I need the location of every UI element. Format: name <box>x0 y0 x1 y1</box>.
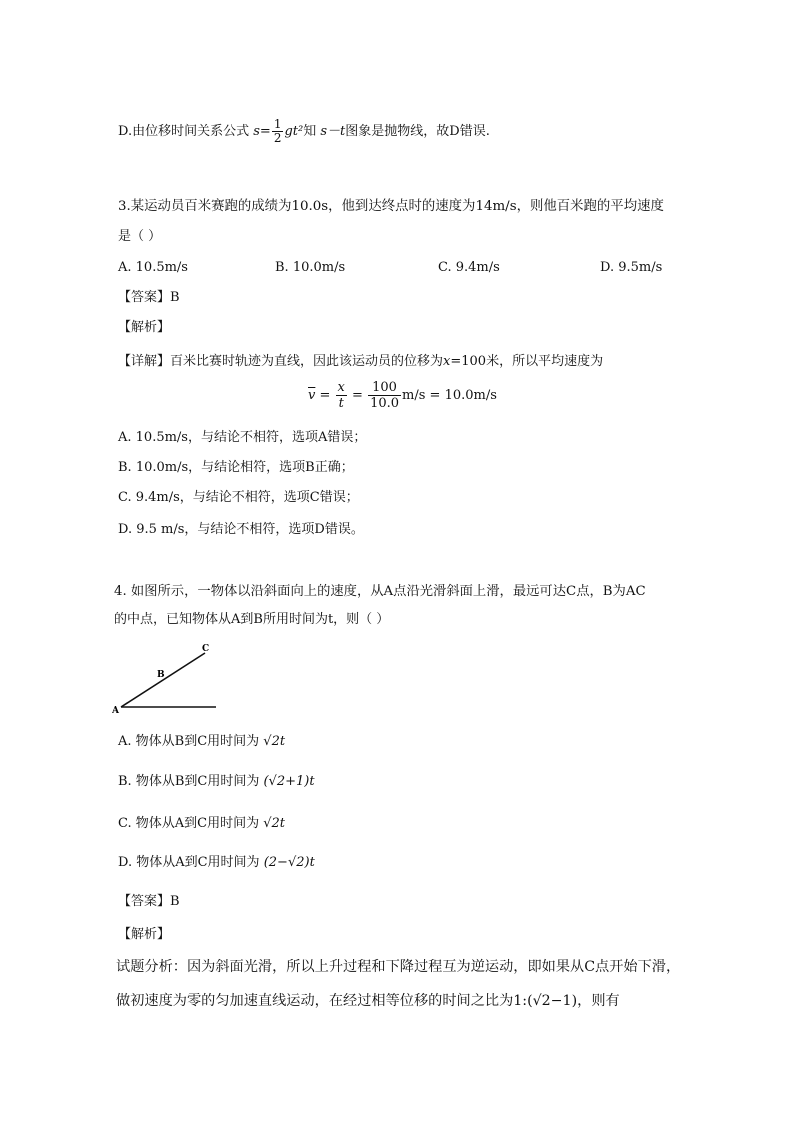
q4-option-c-math: √2t <box>263 816 286 831</box>
q2-s-eq: s= <box>253 124 271 139</box>
point-label-a: A <box>112 706 119 716</box>
q3-average-velocity-equation <box>308 380 497 411</box>
q3-eq-equals2: = <box>352 388 363 403</box>
q4-stem-line1: 4. 如图所示，一物体以沿斜面向上的速度，从A点沿光滑斜面上滑，最远可达C点，B为AC <box>114 584 646 599</box>
q4-option-b-math: (√2+1)t <box>263 774 315 789</box>
q4-stem-line2: 的中点，已知物体从A到B所用时间为t，则（ ） <box>114 612 390 627</box>
incline-line <box>121 653 205 707</box>
q4-analysis-heading: 【解析】 <box>118 927 171 942</box>
q3-eq-fraction1 <box>336 380 347 411</box>
q2-option-d-prefix: D.由位移时间关系公式 <box>118 124 250 139</box>
q3-review-b: B. 10.0m/s，与结论相符，选项B正确； <box>118 460 354 475</box>
q3-detail-line <box>118 352 603 372</box>
q2-st: s－t <box>320 124 346 139</box>
q4-option-a <box>118 732 285 752</box>
q3-answer: 【答案】B <box>118 290 180 305</box>
q3-eq-f2-den: 10.0 <box>370 396 400 411</box>
q3-eq-fraction2 <box>368 380 401 411</box>
q4-body-line2-pre: 做初速度为零的匀加速直线运动，在经过相等位移的时间之比为 <box>116 993 514 1009</box>
q4-option-d-text: D. 物体从A到C用时间为 <box>118 855 260 870</box>
q3-eq-f2-num: 100 <box>368 380 401 396</box>
q3-eq-tail: m/s = 10.0m/s <box>402 388 497 403</box>
q4-body-line2-math: 1:(√2−1) <box>513 993 578 1009</box>
q4-option-a-text: A. 物体从B到C用时间为 <box>118 734 260 749</box>
q3-option-c: C. 9.4m/s <box>438 260 500 275</box>
q3-detail-post: =100米，所以平均速度为 <box>450 354 604 369</box>
q4-option-a-math: √2t <box>263 734 286 749</box>
q2-mid: 知 <box>303 124 317 139</box>
q4-body-line2-post: ，则有 <box>577 993 620 1009</box>
q3-stem-line1: 3.某运动员百米赛跑的成绩为10.0s，他到达终点时的速度为14m/s，则他百米跑的平均速度 <box>118 199 664 214</box>
incline-figure <box>112 642 222 717</box>
point-label-b: B <box>157 670 165 680</box>
q3-review-c: C. 9.4m/s，与结论不相符，选项C错误； <box>118 490 359 505</box>
q3-eq-f1-den: t <box>338 396 344 411</box>
q3-detail-pre: 【详解】百米比赛时轨迹为直线，因此该运动员的位移为 <box>118 354 444 369</box>
q2-frac-num: 1 <box>273 117 282 131</box>
q4-option-d <box>118 853 315 873</box>
q3-analysis-heading: 【解析】 <box>118 320 171 335</box>
q3-review-a: A. 10.5m/s，与结论不相符，选项A错误； <box>118 430 367 445</box>
q4-option-b <box>118 772 315 792</box>
q2-option-d-line <box>118 118 490 145</box>
q2-half-fraction <box>272 118 284 145</box>
q2-option-d-suffix: 图象是抛物线，故D错误. <box>345 124 490 139</box>
q3-option-b: B. 10.0m/s <box>275 260 346 275</box>
point-label-c: C <box>202 644 210 654</box>
q4-option-c <box>118 814 285 834</box>
q3-eq-equals1: = <box>319 388 331 403</box>
q3-stem-line2: 是（ ） <box>118 229 162 244</box>
q3-detail-x: x <box>443 354 451 369</box>
q3-eq-vbar: $\overline{v}$ <box>308 388 316 403</box>
q2-frac-den: 2 <box>273 131 282 145</box>
q4-body-line1: 试题分析：因为斜面光滑，所以上升过程和下降过程互为逆运动，即如果从C点开始下滑， <box>116 959 681 975</box>
q3-eq-f1-num: x <box>337 380 345 395</box>
q3-option-d: D. 9.5m/s <box>600 260 663 275</box>
q4-body-line2 <box>116 991 620 1011</box>
q3-review-d: D. 9.5 m/s，与结论不相符，选项D错误。 <box>118 522 364 537</box>
q4-option-b-text: B. 物体从B到C用时间为 <box>118 774 260 789</box>
q2-gt2: gt² <box>284 124 304 139</box>
q3-option-a: A. 10.5m/s <box>118 260 188 275</box>
q4-option-d-math: (2−√2)t <box>263 855 315 870</box>
q4-option-c-text: C. 物体从A到C用时间为 <box>118 816 260 831</box>
q4-answer: 【答案】B <box>118 894 180 909</box>
